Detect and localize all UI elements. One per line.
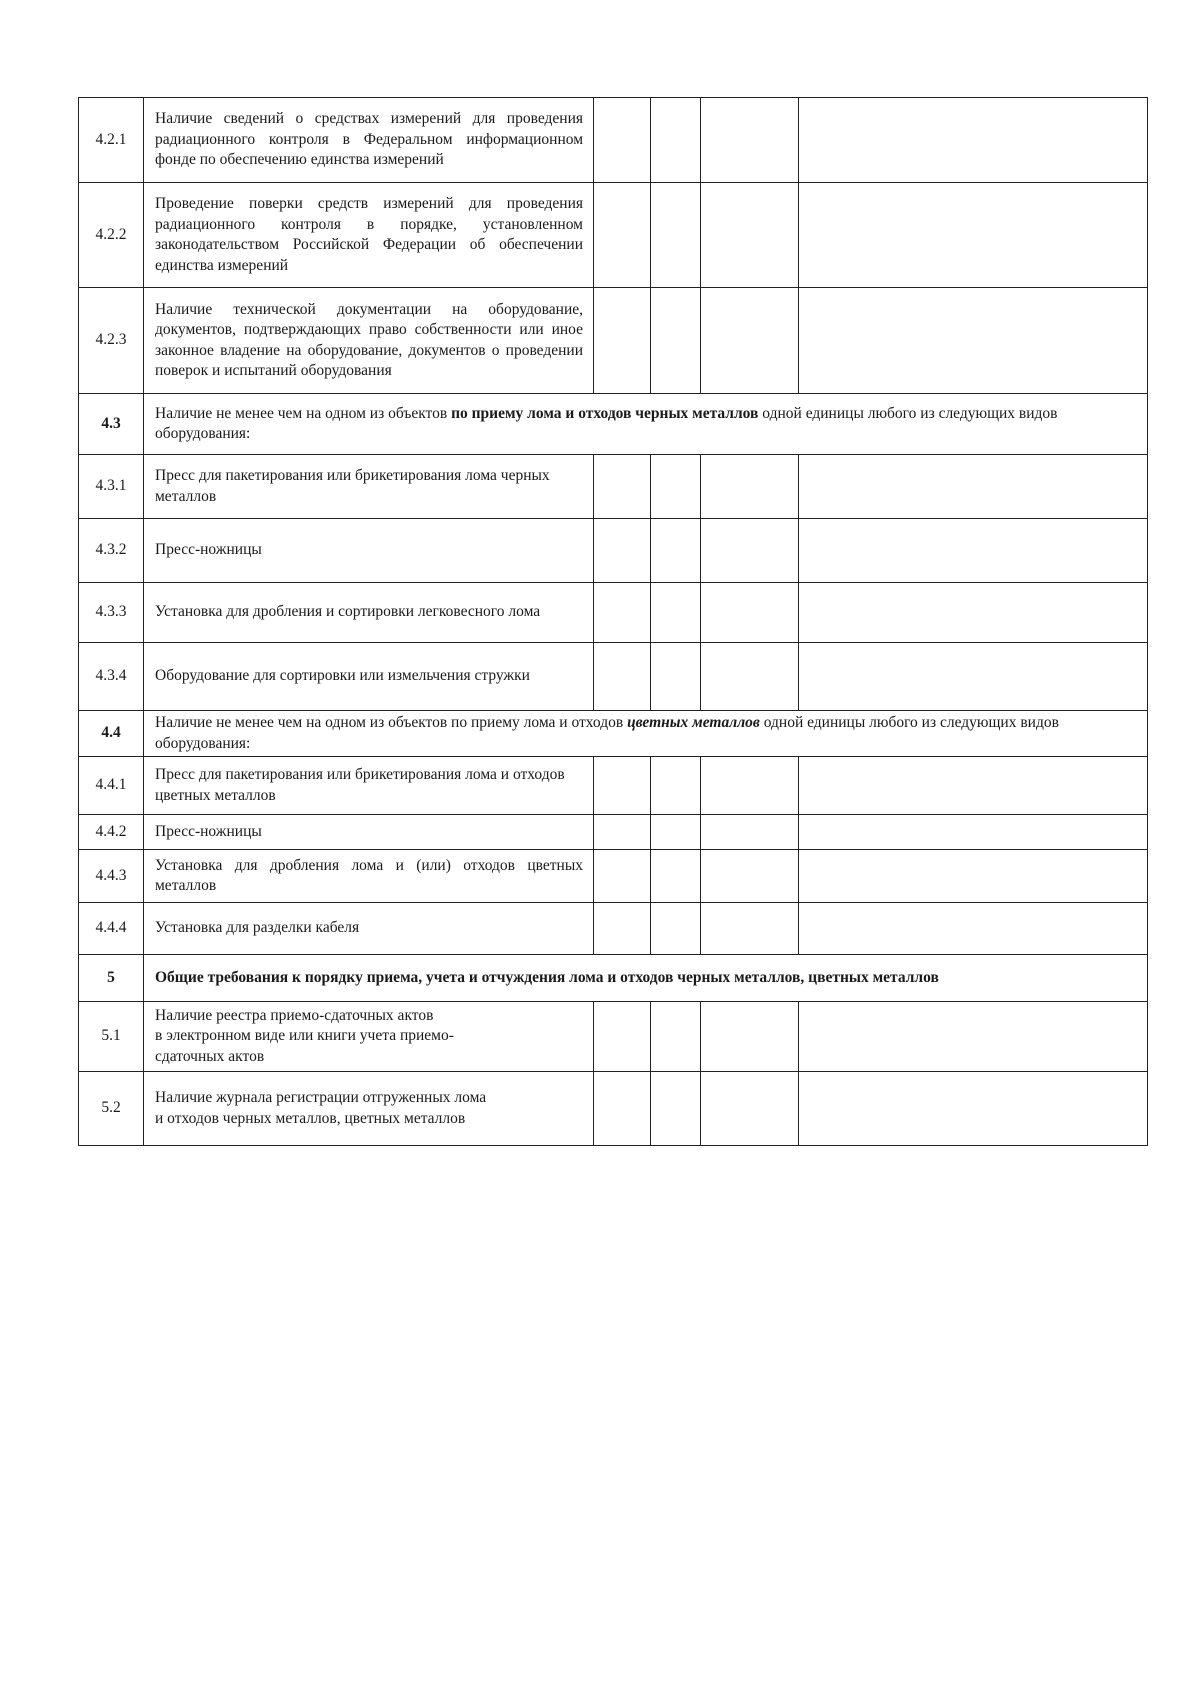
answer-yes-cell[interactable] [594,815,651,850]
table-row [79,850,1148,903]
row-number: 4.3.2 [79,519,144,583]
table-row [79,1002,1148,1072]
row-number: 4.4.1 [79,757,144,815]
group-text-emphasis: по приему лома и отходов черных металлов [451,404,759,422]
requirement-text-inner: Пресс для пакетирования или брикетирования лома и отходов цветных металлов [155,766,565,804]
answer-no-cell[interactable] [651,850,701,903]
answer-yes-cell[interactable] [594,98,651,183]
answer-yes-cell[interactable] [594,519,651,583]
answer-yes-cell[interactable] [594,1072,651,1146]
answer-no-cell[interactable] [651,288,701,394]
answer-no-cell[interactable] [651,455,701,519]
answer-yes-cell[interactable] [594,850,651,903]
requirement-text-inner: Оборудование для сортировки или измельчения стружки [155,667,530,685]
row-number: 4.4.4 [79,903,144,955]
answer-na-cell[interactable] [701,815,799,850]
notes-cell[interactable] [799,643,1148,711]
notes-cell[interactable] [799,1072,1148,1146]
row-number: 4.3.3 [79,583,144,643]
answer-no-cell[interactable] [651,815,701,850]
answer-no-cell[interactable] [651,519,701,583]
requirement-text [144,757,594,815]
answer-no-cell[interactable] [651,643,701,711]
requirement-text [144,1002,594,1072]
requirement-text: Проведение поверки средств измерений для проведения радиационного контроля в порядке, установленном законодательством Российской Федерации об обеспечении единства измерений [144,183,594,288]
table-row [79,1072,1148,1146]
requirement-text [144,643,594,711]
requirement-line: и отходов черных металлов, цветных металлов [155,1109,466,1127]
row-number: 4.2.2 [79,183,144,288]
row-number: 4.3.1 [79,455,144,519]
answer-na-cell[interactable] [701,903,799,955]
table-row [79,519,1148,583]
requirement-text: Пресс-ножницы [144,815,594,850]
section-number: 5 [79,955,144,1002]
answer-yes-cell[interactable] [594,583,651,643]
group-text-after: одной единицы любого из следующих видов оборудования: [155,714,1059,752]
table-row [79,643,1148,711]
group-row [79,711,1148,757]
requirement-line: в электронном виде или книги учета приемо- [155,1027,454,1045]
answer-yes-cell[interactable] [594,903,651,955]
requirement-text-inner: Пресс для пакетирования или брикетирования лома черных металлов [155,467,550,505]
row-number: 4.4.3 [79,850,144,903]
notes-cell[interactable] [799,757,1148,815]
answer-na-cell[interactable] [701,519,799,583]
answer-yes-cell[interactable] [594,183,651,288]
group-text-after: одной единицы любого из следующих видов оборудования: [155,404,1058,442]
table-row [79,583,1148,643]
answer-na-cell[interactable] [701,183,799,288]
row-number: 4.4.2 [79,815,144,850]
answer-na-cell[interactable] [701,288,799,394]
group-text [144,711,1148,757]
answer-na-cell[interactable] [701,643,799,711]
notes-cell[interactable] [799,288,1148,394]
group-number: 4.3 [79,394,144,455]
table-row [79,815,1148,850]
notes-cell[interactable] [799,1002,1148,1072]
answer-na-cell[interactable] [701,757,799,815]
section-title: Общие требования к порядку приема, учета и отчуждения лома и отходов черных металлов, цветных металлов [144,955,1148,1002]
group-row [79,394,1148,455]
requirement-text-inner: Установка для дробления и сортировки легковесного лома [155,603,541,621]
answer-no-cell[interactable] [651,98,701,183]
notes-cell[interactable] [799,583,1148,643]
requirement-text [144,1072,594,1146]
answer-no-cell[interactable] [651,1002,701,1072]
notes-cell[interactable] [799,183,1148,288]
group-text [144,394,1148,455]
requirement-text: Установка для разделки кабеля [144,903,594,955]
row-number: 4.2.3 [79,288,144,394]
requirement-line: Наличие реестра приемо-сдаточных актов [155,1006,434,1024]
notes-cell[interactable] [799,903,1148,955]
group-text-before: Наличие не менее чем на одном из объектов по приему лома и отходов [155,714,628,731]
answer-na-cell[interactable] [701,850,799,903]
answer-yes-cell[interactable] [594,643,651,711]
group-text-emphasis: цветных металлов [627,714,760,731]
requirement-text: Установка для дробления лома и (или) отходов цветных металлов [144,850,594,903]
answer-no-cell[interactable] [651,583,701,643]
answer-na-cell[interactable] [701,455,799,519]
answer-na-cell[interactable] [701,98,799,183]
answer-no-cell[interactable] [651,1072,701,1146]
table-row [79,757,1148,815]
row-number: 5.1 [79,1002,144,1072]
table-row [79,455,1148,519]
answer-yes-cell[interactable] [594,757,651,815]
requirement-text [144,455,594,519]
answer-yes-cell[interactable] [594,288,651,394]
answer-yes-cell[interactable] [594,1002,651,1072]
table-row [79,98,1148,183]
answer-yes-cell[interactable] [594,455,651,519]
answer-na-cell[interactable] [701,1072,799,1146]
requirement-text: Пресс-ножницы [144,519,594,583]
group-number: 4.4 [79,711,144,757]
table-row [79,183,1148,288]
notes-cell[interactable] [799,815,1148,850]
answer-no-cell[interactable] [651,903,701,955]
checklist-table [78,97,1148,1146]
answer-no-cell[interactable] [651,757,701,815]
section-row [79,955,1148,1002]
answer-no-cell[interactable] [651,183,701,288]
requirement-text: Наличие сведений о средствах измерений для проведения радиационного контроля в Федеральном информационном фонде по обеспечению единства измерений [144,98,594,183]
answer-na-cell[interactable] [701,583,799,643]
notes-cell[interactable] [799,455,1148,519]
notes-cell[interactable] [799,519,1148,583]
requirement-text [144,583,594,643]
group-text-before: Наличие не менее чем на одном из объектов [155,404,452,422]
table-row [79,903,1148,955]
requirement-line: сдаточных актов [155,1047,265,1065]
row-number: 4.3.4 [79,643,144,711]
notes-cell[interactable] [799,98,1148,183]
row-number: 5.2 [79,1072,144,1146]
answer-na-cell[interactable] [701,1002,799,1072]
table-row [79,288,1148,394]
requirement-text: Наличие технической документации на оборудование, документов, подтверждающих право собственности или иное законное владение на оборудование, документов о проведении поверок и испытаний оборудования [144,288,594,394]
notes-cell[interactable] [799,850,1148,903]
requirement-line: Наличие журнала регистрации отгруженных лома [155,1089,487,1106]
row-number: 4.2.1 [79,98,144,183]
